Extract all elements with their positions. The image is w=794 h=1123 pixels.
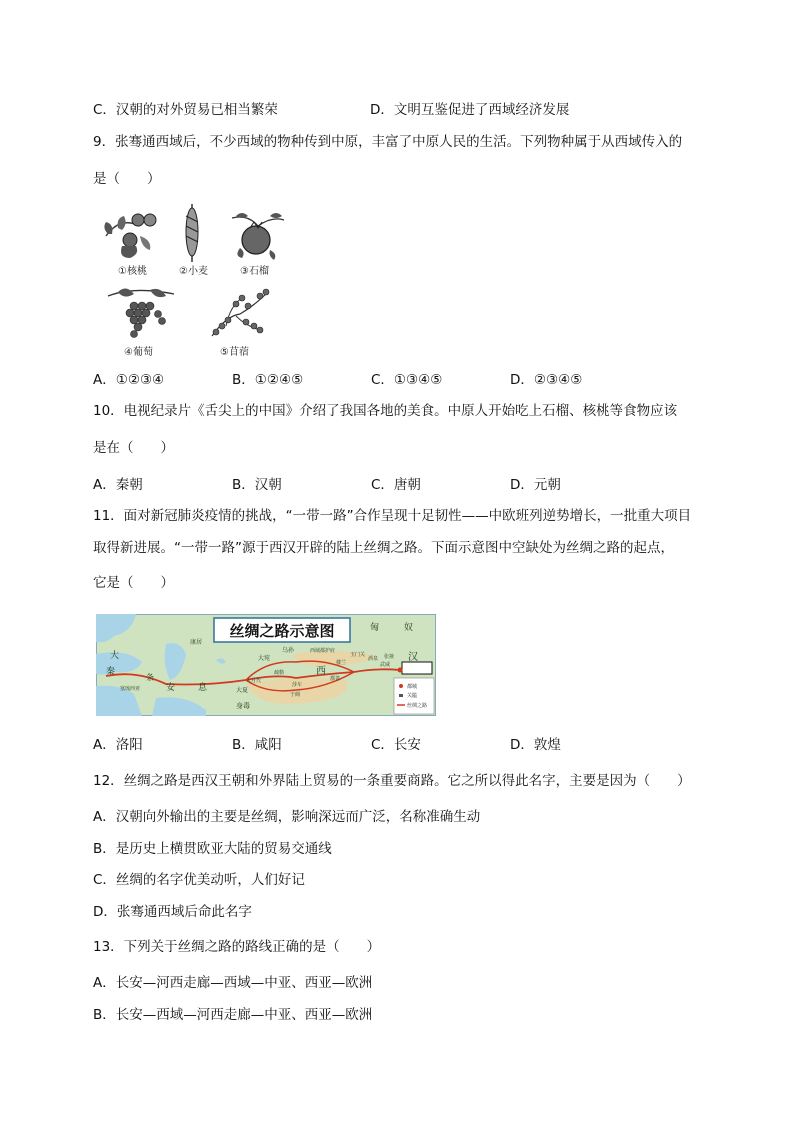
- plant-caption-pomegranate: ③石榴: [240, 266, 269, 277]
- label-duhufu: 西域都护府: [310, 648, 336, 654]
- label-shendu: 身毒: [236, 703, 250, 710]
- q11-option-b: B．咸阳: [232, 737, 282, 753]
- map-capital-dot: [398, 668, 403, 673]
- q9-option-a: A．①②③④: [93, 372, 165, 388]
- label-xiong: 匈: [370, 622, 380, 632]
- q9-stem-line1: 9．张骞通西域后，不少西域的物种传到中原，丰富了中原人民的生活。下列物种属于从西域传入的: [93, 134, 683, 150]
- plant-caption-grape: ④葡萄: [124, 347, 153, 358]
- label-jiuquan: 酒泉: [368, 656, 379, 662]
- q11-stem-line1: 11．面对新冠肺炎疫情的挑战，“一带一路”合作呈现十足韧性——中欧班列逆势增长，一批重大项目: [93, 508, 692, 524]
- label-nu: 奴: [404, 622, 414, 632]
- q10-option-a: A．秦朝: [93, 477, 143, 493]
- q12-stem: 12．丝绸之路是西汉王朝和外界陆上贸易的一条重要商路。它之所以得此名字，主要是因为（ ）: [93, 773, 691, 789]
- q13-option-a: A．长安—河西走廊—西域—中亚、西亚—欧洲: [93, 975, 373, 991]
- label-yumen: 玉门关: [350, 652, 366, 658]
- plant-caption-walnut: ①核桃: [118, 266, 147, 277]
- q13-stem: 13．下列关于丝绸之路的路线正确的是（ ）: [93, 939, 381, 955]
- label-an: 安: [166, 682, 176, 692]
- label-wuwei: 武威: [380, 662, 391, 668]
- label-qin: 秦: [106, 666, 116, 676]
- q12-option-d: D．张骞通西域后命此名字: [93, 904, 252, 920]
- legend-route: 丝绸之路: [407, 703, 428, 709]
- q9-stem-line2: 是（ ）: [93, 171, 161, 187]
- silk-road-map: [96, 614, 436, 716]
- legend-pass: 关隘: [407, 693, 418, 699]
- q12-option-a: A．汉朝向外输出的主要是丝绸，影响深远而广泛，名称准确生动: [93, 809, 481, 825]
- q11-stem-line2: 取得新进展。“一带一路”源于西汉开辟的陆上丝绸之路。下面示意图中空缺处为丝绸之路的起点，: [93, 540, 674, 556]
- q11-option-d: D．敦煌: [510, 737, 561, 753]
- q10-option-b: B．汉朝: [232, 477, 282, 493]
- q12-option-c: C．丝绸的名字优美动听，人们好记: [93, 872, 305, 888]
- walnut-image: [100, 206, 162, 262]
- map-legend: [394, 678, 434, 714]
- label-yutian: 于阗: [290, 692, 301, 698]
- label-xi-region: 西: [316, 666, 326, 677]
- label-xi: 息: [198, 682, 208, 692]
- q10-stem-line1: 10．电视纪录片《舌尖上的中国》介绍了我国各地的美食。中原人开始吃上石榴、核桃等食物应该: [93, 403, 678, 419]
- label-daxia: 大夏: [236, 688, 249, 694]
- label-shanshan: 鄯善: [330, 676, 341, 682]
- label-shule: 疏勒: [274, 670, 285, 676]
- q9-option-b: B．①②④⑤: [232, 372, 304, 388]
- q11-option-c: C．长安: [371, 737, 421, 753]
- q12-option-b: B．是历史上横贯欧亚大陆的贸易交通线: [93, 841, 332, 857]
- q10-option-d: D．元朝: [510, 477, 561, 493]
- wheat-image: [180, 202, 204, 264]
- label-tiao: 条: [146, 673, 154, 682]
- alfalfa-image: [206, 286, 272, 342]
- label-han: 汉: [408, 652, 418, 663]
- label-kangju: 康居: [190, 640, 203, 646]
- q8-option-d: D．文明互鉴促进了西域经济发展: [370, 102, 570, 118]
- pomegranate-image: [228, 208, 286, 262]
- label-shache: 莎车: [292, 682, 303, 688]
- label-zhangye: 张掖: [384, 654, 395, 660]
- q11-stem-line3: 它是（ ）: [93, 575, 174, 591]
- grape-image: [104, 286, 180, 344]
- map-title: 丝绸之路示意图: [229, 623, 335, 640]
- map-blank-box: [402, 662, 432, 674]
- label-yuezhi: 大月氏: [246, 678, 262, 684]
- label-wusun: 乌孙: [282, 648, 295, 654]
- q11-option-a: A．洛阳: [93, 737, 143, 753]
- label-dayuan: 大宛: [258, 656, 271, 662]
- q13-option-b: B．长安—西域—河西走廊—中亚、西亚—欧洲: [93, 1007, 373, 1023]
- plant-caption-alfalfa: ⑤苜蓿: [220, 347, 249, 358]
- label-loulan: 楼兰: [336, 660, 347, 666]
- q9-option-d: D．②③④⑤: [510, 372, 583, 388]
- q8-option-c: C．汉朝的对外贸易已相当繁荣: [93, 102, 278, 118]
- q10-stem-line2: 是在（ ）: [93, 440, 174, 456]
- q9-option-c: C．①③④⑤: [371, 372, 443, 388]
- plant-caption-wheat: ②小麦: [179, 266, 208, 277]
- q10-option-c: C．唐朝: [371, 477, 421, 493]
- label-da: 大: [110, 650, 120, 660]
- legend-capital: 都城: [407, 684, 418, 690]
- label-seleucia: 塞琉西亚: [120, 686, 141, 692]
